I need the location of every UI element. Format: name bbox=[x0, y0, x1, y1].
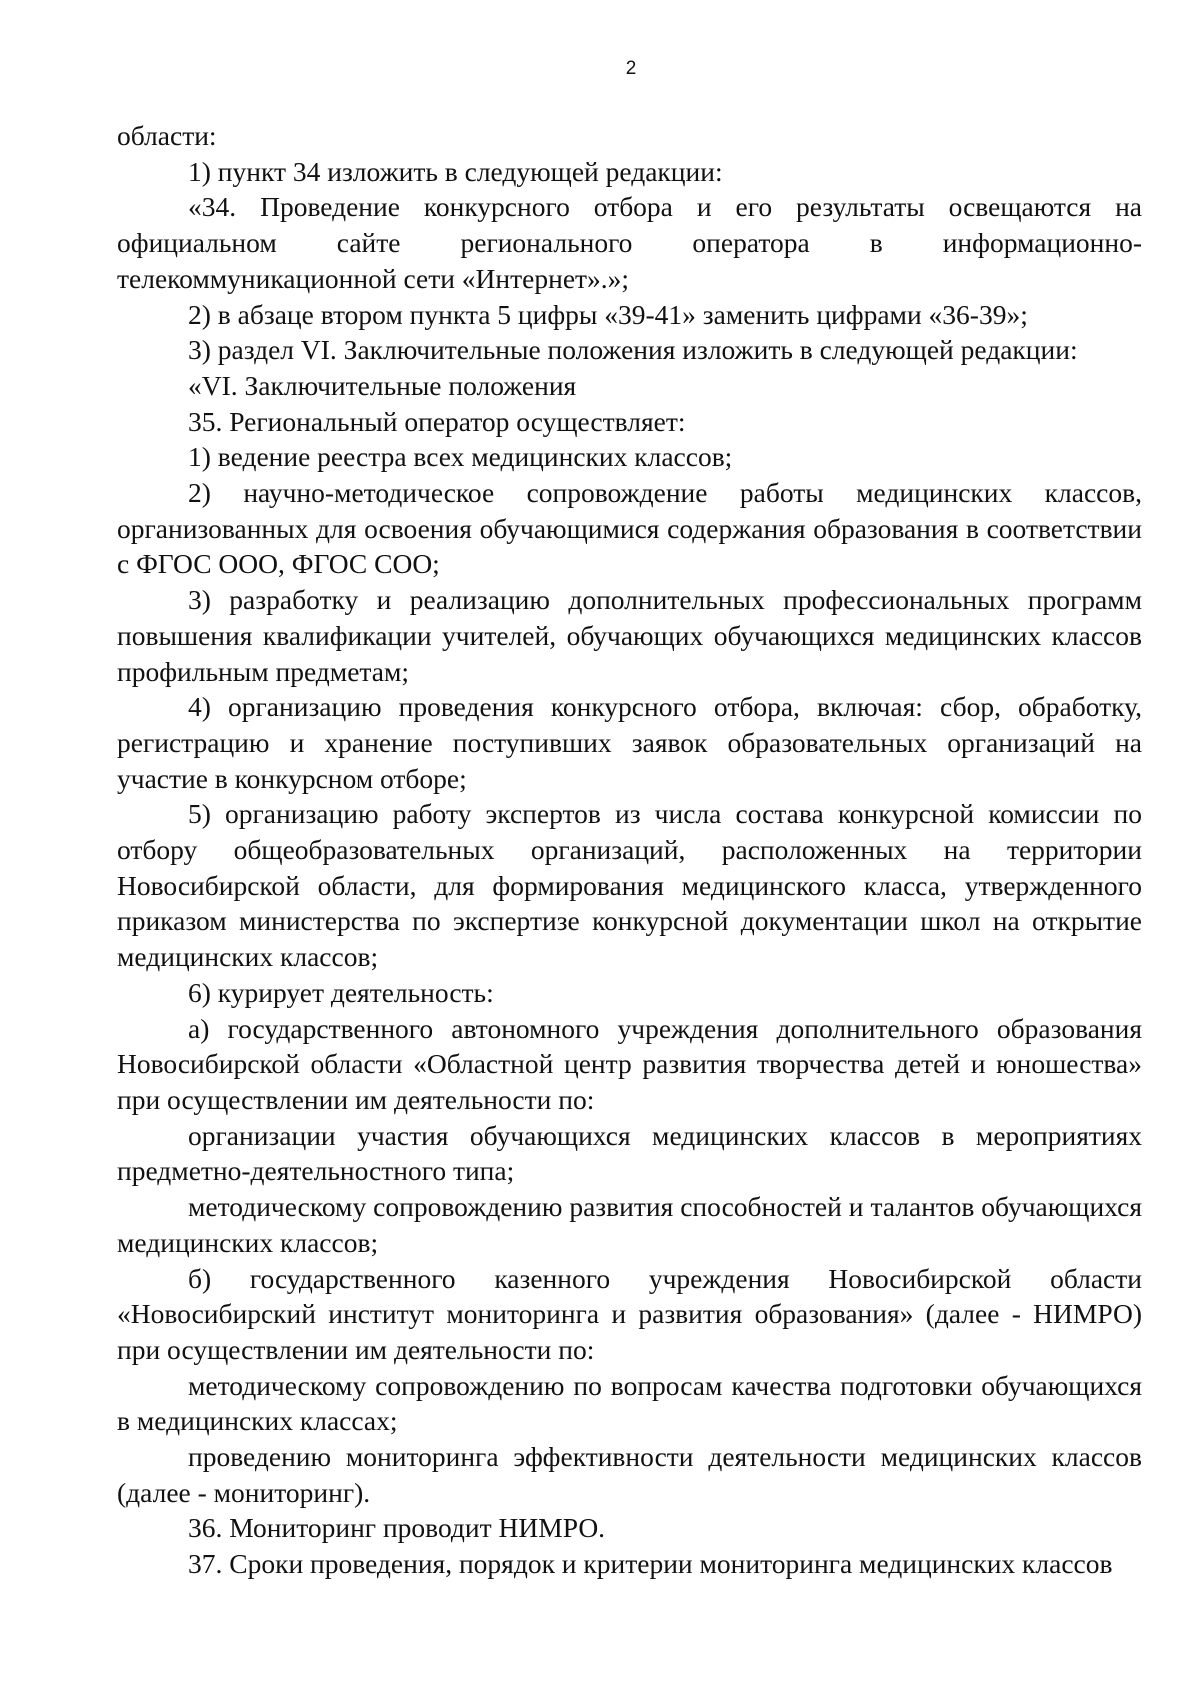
paragraph-35-6: 6) курирует деятельность: bbox=[188, 976, 494, 1008]
paragraph-item-2: 2) в абзаце втором пункта 5 цифры «39-41» заменить цифрами «36-39»; bbox=[188, 298, 1028, 330]
paragraph-item-1-point-34: 1) пункт 34 изложить в следующей редакции: bbox=[188, 155, 723, 187]
paragraph-35: 35. Региональный оператор осуществляет: bbox=[188, 405, 686, 437]
paragraph-item-3: 3) раздел VI. Заключительные положения изложить в следующей редакции: bbox=[188, 334, 1078, 366]
paragraph-35-2: 2) научно-методическое сопровождение работы медицинских классов, организованных для освоения обучающимися содержания образования в соответствии с ФГОС ООО, ФГОС СОО; bbox=[117, 477, 1142, 580]
paragraph-35-6-a-2: методическому сопровождению развития способностей и талантов обучающихся медицинских классов; bbox=[117, 1191, 1142, 1258]
page-number: 2 bbox=[625, 58, 637, 79]
paragraph-35-6-a-1: организации участия обучающихся медицинских классов в мероприятиях предметно-деятельностного типа; bbox=[117, 1119, 1142, 1187]
paragraph-continuation: области: bbox=[117, 120, 217, 151]
paragraph-35-5: 5) организацию работу экспертов из числа состава конкурсной комиссии по отбору общеобразовательных организаций, расположенных на территории Новосибирской области, для формирования медицинского класса, утвержденного приказом министерства по экспертизе конкурсной документации школ на открытие медицинских классов; bbox=[117, 798, 1142, 973]
document-body bbox=[117, 118, 1142, 1582]
paragraph-35-6-a: а) государственного автономного учреждения дополнительного образования Новосибирской области «Областной центр развития творчества детей и юношества» при осуществлении им деятельности по: bbox=[117, 1012, 1142, 1115]
paragraph-35-4: 4) организацию проведения конкурсного отбора, включая: сбор, обработку, регистрацию и хранение поступивших заявок образовательных организаций на участие в конкурсном отборе; bbox=[117, 691, 1142, 794]
paragraph-35-6-b: б) государственного казенного учреждения Новосибирской области «Новосибирский институт мониторинга и развития образования» (далее - НИМРО) при осуществлении им деятельности по: bbox=[117, 1262, 1142, 1365]
paragraph-35-1: 1) ведение реестра всех медицинских классов; bbox=[188, 441, 733, 473]
paragraph-point-34-text: «34. Проведение конкурсного отбора и его результаты освещаются на официальном сайте регионального оператора в информационно-телекоммуникационной сети «Интернет».»; bbox=[117, 191, 1142, 294]
paragraph-36: 36. Мониторинг проводит НИМРО. bbox=[188, 1512, 606, 1544]
paragraph-35-6-b-1: методическому сопровождению по вопросам качества подготовки обучающихся в медицинских классах; bbox=[117, 1369, 1142, 1437]
paragraph-35-6-b-2: проведению мониторинга эффективности деятельности медицинских классов (далее - мониторинг). bbox=[117, 1441, 1142, 1508]
paragraph-35-3: 3) разработку и реализацию дополнительных профессиональных программ повышения квалификации учителей, обучающих обучающихся медицинских классов профильным предметам; bbox=[117, 584, 1142, 687]
paragraph-37: 37. Сроки проведения, порядок и критерии мониторинга медицинских классов bbox=[188, 1548, 1113, 1580]
section-heading-vi: «VI. Заключительные положения bbox=[188, 369, 577, 401]
